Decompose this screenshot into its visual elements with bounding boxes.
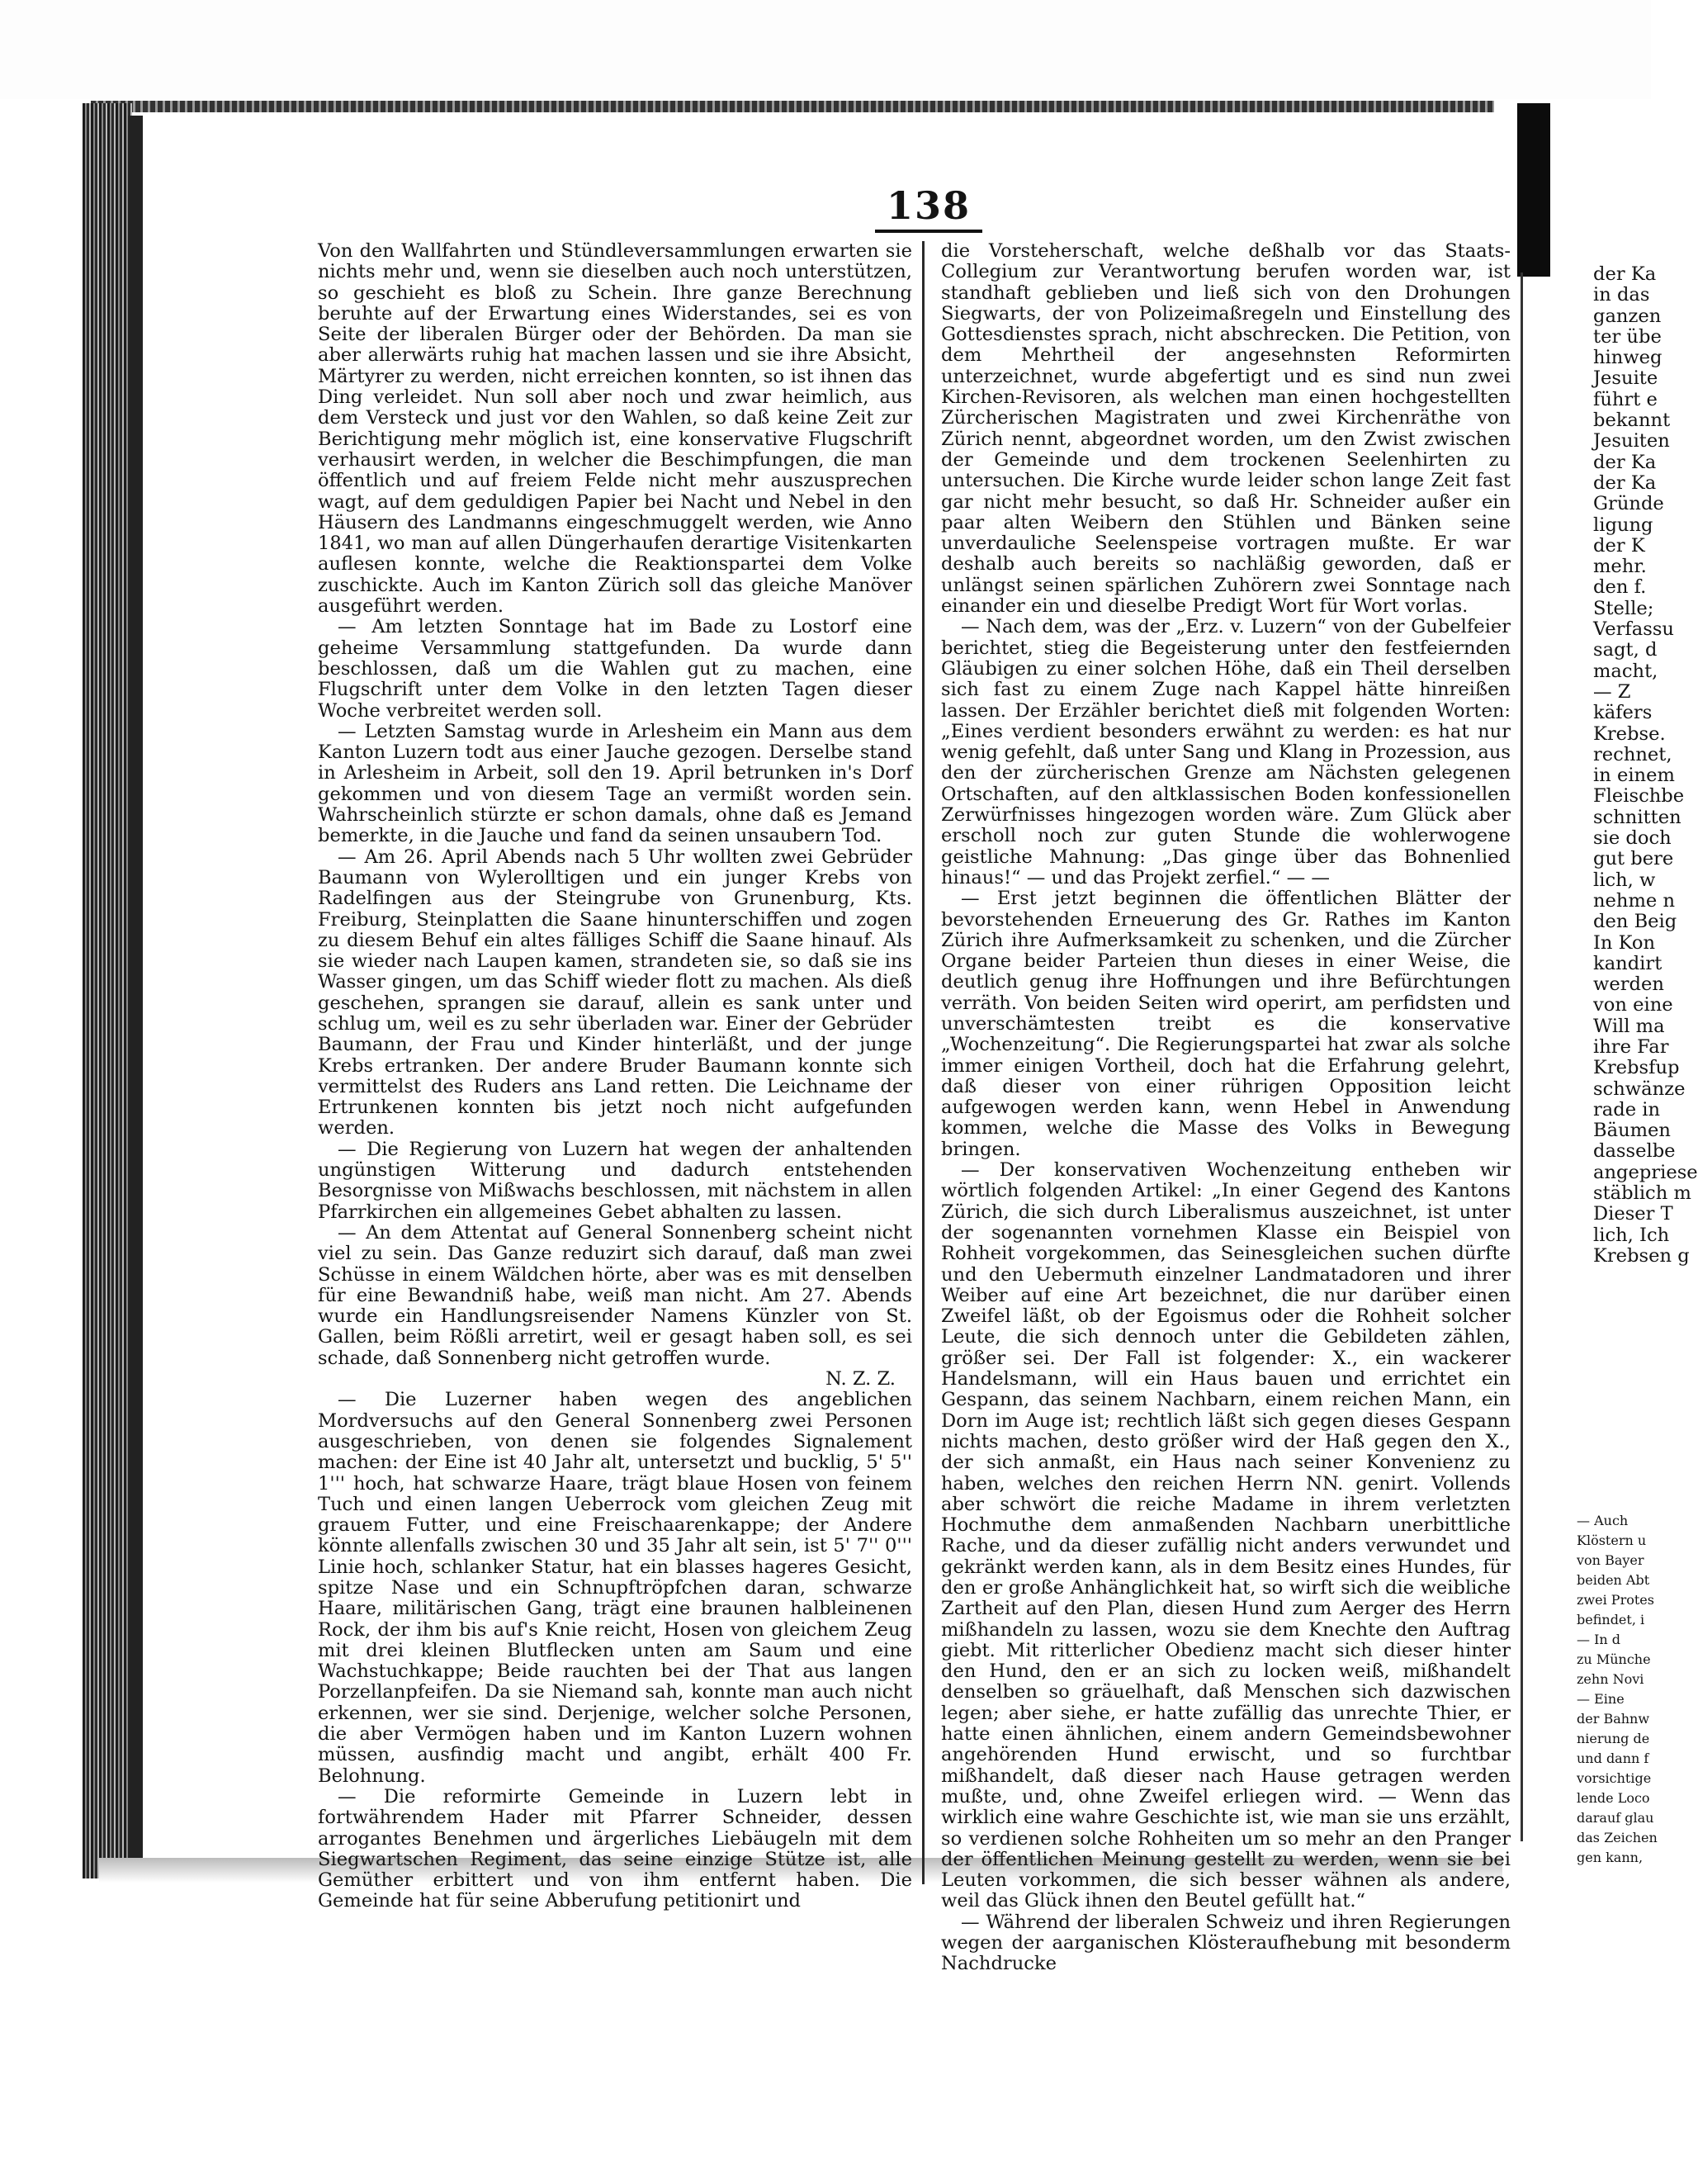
- fragment-line: beiden Abt: [1577, 1572, 1650, 1588]
- fragment-line: Jesuiten: [1593, 430, 1670, 452]
- fragment-line: Krebse.: [1593, 722, 1666, 745]
- fragment-line: lende Loco: [1577, 1790, 1650, 1806]
- fragment-line: der Ka: [1593, 263, 1657, 285]
- fragment-line: zwei Protes: [1577, 1592, 1654, 1608]
- page-number: 138: [875, 183, 982, 233]
- fragment-line: Krebsfup: [1593, 1057, 1680, 1079]
- article-paragraph: Von den Wallfahrten und Stündleversammlungen erwarten sie nichts mehr und, wenn sie dieselben auch noch unterstützen, so geschieht es bloß zu Schein. Ihre ganze Berechnung beruhte auf der Erwartung eines Widerstandes, sei es von Seite der liberalen Bürger oder der Behörden. Da man sie aber allerwärts ruhig hat machen lassen und sie ihre Absicht, Märtyrer zu werden, nicht erreichen konnten, so ist ihnen das Ding verleidet. Nun soll aber noch und zwar heimlich, aus dem Versteck und just vor den Wahlen, so daß keine Zeit zur Berichtigung mehr möglich ist, eine konservative Flugschrift verhausirt werden, in welcher die Beschimpfungen, die man öffentlich und auf freiem Felde nicht mehr auszusprechen wagt, auf dem geduldigen Papier bei Nacht und Nebel in den Häusern des Landmanns eingeschmuggelt werden, wie Anno 1841, wo man auf allen Düngerhaufen derartige Visitenkarten auflesen konnte, welche die Reaktionspartei dem Volke zuschickte. Auch im Kanton Zürich soll das gleiche Manöver ausgeführt werden.: [318, 240, 912, 618]
- article-paragraph: — Die Regierung von Luzern hat wegen der anhaltenden ungünstigen Witterung und dadurch entstehenden Besorgnisse von Mißwachs beschlossen, mit nächstem in allen Pfarrkirchen ein allgemeines Gebet abhalten zu lassen.: [318, 1138, 912, 1223]
- article-paragraph: — Während der liberalen Schweiz und ihren Regierungen wegen der aarganischen Klösteraufhebung mit besonderm Nachdrucke: [941, 1911, 1511, 1975]
- article-paragraph: — Die reformirte Gemeinde in Luzern lebt in fortwährendem Hader mit Pfarrer Schneider, dessen arrogantes Benehmen und ärgerliches Liebäugeln mit dem Siegwartschen Regiment, das seine einzige Stütze ist, alle Gemüther erbittert und von ihm entfernt haben. Die Gemeinde hat für seine Abberufung petitionirt und: [318, 1785, 912, 1912]
- fragment-line: rechnet,: [1593, 743, 1672, 765]
- fragment-line: bekannt: [1593, 410, 1671, 432]
- fragment-line: den Beig: [1593, 911, 1677, 933]
- fragment-line: angepriese: [1593, 1161, 1698, 1183]
- fragment-line: — Auch: [1577, 1513, 1629, 1528]
- fragment-line: zehn Novi: [1577, 1671, 1644, 1687]
- facing-page-small-print-fragment: [1577, 1511, 1658, 1868]
- fragment-line: mehr.: [1593, 556, 1647, 578]
- fragment-line: hinweg: [1593, 347, 1663, 369]
- fragment-line: Verfassu: [1593, 618, 1674, 641]
- fragment-line: dasselbe: [1593, 1140, 1676, 1163]
- article-paragraph: — Erst jetzt beginnen die öffentlichen Blätter der bevorstehenden Erneuerung des Gr. Rathes im Kanton Zürich ihre Aufmerksamkeit zu schenken, und die Zürcher Organe beider Parteien thun dieses in einer Weise, die deutlich genug ihre Hoffnungen und ihre Befürchtungen verräth. Von beiden Seiten wird operirt, am perfidsten und unverschämtesten treibt es die konservative „Wochenzeitung“. Die Regierungspartei hat zwar als solche immer einigen Vortheil, doch hat die Erfahrung gelehrt, daß dieser von einer rührigen Opposition leicht aufgewogen werden kann, wenn Hebel in Anwendung kommen, welche die Masse des Volks in Bewegung bringen.: [941, 888, 1511, 1160]
- fragment-line: stäblich m: [1593, 1182, 1691, 1205]
- fragment-line: kandirt: [1593, 952, 1663, 974]
- gutter-line: [1521, 272, 1523, 1841]
- article-paragraph: die Vorsteherschaft, welche deßhalb vor das Staats-Collegium zur Verantwortung berufen worden war, ist standhaft geblieben und ließ sich von den Drohungen Siegwarts, der von Polizeimaßregeln und Einstellung des Gottesdienstes sprach, nicht abschrecken. Die Petition, von dem Mehrtheil der angesehnsten Reformirten unterzeichnet, wurde abgefertigt und es sind nun zwei Kirchen-Revisoren, als welchen man einen hochgestellten Zürcherischen Magistraten und zwei Kirchenräthe von Zürich nennt, abgeordnet worden, um den Zwist zwischen der Gemeinde und dem trockenen Seelenhirten zu untersuchen. Die Kirche wurde leider schon lange Zeit fast gar nicht mehr besucht, so daß Hr. Schneider außer ein paar alten Weibern den Stühlen und Bänken seine unverdauliche Seelenspeise vortragen mußte. Er war deshalb auch bereits so nachläßig geworden, daß er unlängst seinen spärlichen Zuhörern zwei Sonntage nach einander ein und dieselbe Predigt Wort für Wort vorlas.: [941, 240, 1511, 618]
- fragment-line: und dann f: [1577, 1751, 1649, 1766]
- fragment-line: Will ma: [1593, 1015, 1665, 1037]
- fragment-line: schwänze: [1593, 1078, 1686, 1100]
- fragment-line: — Eine: [1577, 1691, 1625, 1707]
- fragment-line: führt e: [1593, 388, 1658, 410]
- fragment-line: Jesuite: [1593, 367, 1658, 390]
- fragment-line: nierung de: [1577, 1731, 1650, 1746]
- fragment-line: ligung: [1593, 514, 1653, 536]
- fragment-line: schnitten: [1593, 806, 1681, 828]
- middle-column: [941, 241, 1511, 1975]
- fragment-line: der Ka: [1593, 451, 1657, 473]
- fragment-line: zu Münche: [1577, 1651, 1651, 1667]
- fragment-line: gen kann,: [1577, 1850, 1644, 1865]
- signature-line: N. Z. Z.: [825, 1368, 896, 1390]
- fragment-line: — Z: [1593, 680, 1631, 703]
- scan-margin-top: [0, 0, 1651, 99]
- fragment-line: ganzen: [1593, 305, 1662, 327]
- fragment-line: befindet, i: [1577, 1612, 1645, 1627]
- article-paragraph: — Die Luzerner haben wegen des angeblichen Mordversuchs auf den General Sonnenberg zwei Personen ausgeschrieben, von denen sie folgendes Signalement machen: der Eine ist 40 Jahr alt, untersetzt und bucklig, 5' 5'' 1''' hoch, hat schwarze Haare, trägt blaue Hosen von feinem Tuch und einen langen Ueberrock vom gleichen Zeug mit grauem Futter, und eine Freischaarenkappe; der Andere könnte allenfalls zwischen 30 und 35 Jahr alt sein, ist 5' 7'' 0''' Linie hoch, schlanker Statur, hat ein blasses hageres Gesicht, spitze Nase und ein Schnupftröpfchen daran, schwarze Haare, militärischen Gang, trägt eine braunen halbleinenen Rock, der ihm bis auf's Knie reicht, Hosen von gleichem Zeug mit drei kleinen Blutflecken unten am Saum und eine Wachstuchkappe; Beide rauchten bei der That aus langen Porzellanpfeifen. Da sie Niemand sah, konnte man auch nicht erkennen, wer sie sind. Derjenige, welcher solche Personen, die aber Vermögen haben und im Kanton Luzern wohnen müssen, ausfindig macht und angibt, erhält 400 Fr. Belohnung.: [318, 1389, 912, 1787]
- fragment-line: In Kon: [1593, 931, 1656, 954]
- fragment-line: — In d: [1577, 1632, 1621, 1647]
- fragment-line: in das: [1593, 284, 1650, 306]
- fragment-line: vorsichtige: [1577, 1770, 1652, 1786]
- fragment-line: gut bere: [1593, 848, 1674, 870]
- left-column: [318, 241, 912, 1912]
- fragment-line: macht,: [1593, 660, 1658, 682]
- page-top-edge: [91, 101, 1494, 112]
- fragment-line: käfers: [1593, 702, 1653, 724]
- column-rule: [922, 241, 925, 1884]
- fragment-line: Gründe: [1593, 493, 1664, 515]
- fragment-line: Krebsen g: [1593, 1244, 1690, 1267]
- article-paragraph: — Letzten Samstag wurde in Arlesheim ein Mann aus dem Kanton Luzern todt aus einer Jauche gezogen. Derselbe stand in Arlesheim in Arbeit, soll den 19. April betrunken in's Dorf gekommen und von diesem Tage an vermißt worden sein. Wahrscheinlich stürzte er schon damals, ohne daß es Jemand bemerkte, in die Jauche und fand da seinen unsaubern Tod.: [318, 720, 912, 847]
- fragment-line: Stelle;: [1593, 597, 1654, 619]
- fragment-line: Klöstern u: [1577, 1533, 1647, 1548]
- fragment-line: ihre Far: [1593, 1035, 1669, 1058]
- fragment-line: lich, w: [1593, 869, 1656, 891]
- facing-page-column-fragment: [1593, 263, 1698, 1267]
- fragment-line: sagt, d: [1593, 639, 1658, 661]
- article-paragraph: — Am 26. April Abends nach 5 Uhr wollten zwei Gebrüder Baumann von Wylerolltigen und ein junger Krebs von Radelfingen aus der Steingrube von Grunenburg, Kts. Freiburg, Steinplatten die Saane hinunterschiffen und zogen zu diesem Behuf ein altes fälliges Schiff die Saane hinauf. Als sie wieder nach Laupen kamen, strandeten sie, so daß sie ins Wasser gingen, um das Schiff wieder flott zu machen. Als dieß geschehen, sprangen sie darauf, allein es sank unter und schlug um, weil es zu sehr überladen war. Einer der Gebrüder Baumann, der Frau und Kinder hinterläßt, und der junge Krebs ertranken. Der andere Bruder Baumann konnte sich vermittelst des Ruders ans Land retten. Die Leichname der Ertrunkenen konnten bis jetzt noch nicht aufgefunden werden.: [318, 846, 912, 1139]
- book-page-edges: [83, 103, 132, 1878]
- facing-page-edge: [1517, 103, 1550, 277]
- article-paragraph: — Nach dem, was der „Erz. v. Luzern“ von der Gubelfeier berichtet, stieg die Begeisterung unter den festfeiernden Gläubigen zu einer solchen Höhe, daß ein Theil derselben sich fast zu einem Zuge nach Kappel hätte hinreißen lassen. Der Erzähler berichtet dieß mit folgenden Worten: „Eines verdient besonders erwähnt zu werden: es hat nur wenig gefehlt, daß unter Sang und Klang in Prozession, aus den der zürcherischen Grenze am Nächsten gelegenen Ortschaften, auf den altklassischen Boden konfessionellen Zerwürfnisses hingezogen worden wäre. Zum Glück aber erscholl noch zur guten Stunde die wohlerwogene geistliche Mahnung: „Das ginge über das Bohnenlied hinaus!“ — und das Projekt zerfiel.“ — —: [941, 616, 1511, 888]
- fragment-line: rade in: [1593, 1098, 1661, 1120]
- fragment-line: werden: [1593, 974, 1664, 996]
- article-paragraph: — Am letzten Sonntage hat im Bade zu Lostorf eine geheime Versammlung stattgefunden. Da wurde dann beschlossen, daß um die Wahlen gut zu machen, eine Flugschrift unter dem Volke in den letzten Tagen dieser Woche verbreitet werden soll.: [318, 616, 912, 722]
- fragment-line: Fleischbe: [1593, 785, 1685, 808]
- fragment-line: in einem: [1593, 765, 1675, 787]
- fragment-line: der K: [1593, 534, 1645, 557]
- fragment-line: ter übe: [1593, 325, 1662, 348]
- fragment-line: von Bayer: [1577, 1552, 1644, 1568]
- fragment-line: sie doch: [1593, 827, 1672, 850]
- fragment-line: von eine: [1593, 994, 1673, 1016]
- fragment-line: den f.: [1593, 576, 1647, 599]
- fragment-line: nehme n: [1593, 889, 1676, 912]
- fragment-line: der Ka: [1593, 471, 1657, 494]
- fragment-line: lich, Ich: [1593, 1224, 1670, 1246]
- fragment-line: Bäumen: [1593, 1120, 1671, 1142]
- fragment-line: der Bahnw: [1577, 1711, 1650, 1727]
- article-paragraph: — Der konservativen Wochenzeitung entheben wir wörtlich folgenden Artikel: „In einer Gegend des Kantons Zürich, die sich durch Liberalismus auszeichnet, ist unter der sogenannten vornehmen Klasse ein Beispiel von Rohheit vorgekommen, das Seinesgleichen suchen dürfte und den Uebermuth einzelner Landmatadoren und ihrer Weiber auf eine Art bezeichnet, die nur darüber einen Zweifel läßt, ob der Egoismus oder die Rohheit solcher Leute, die sich dennoch unter die Gebildeten zählen, größer sei. Der Fall ist folgender: X., ein wackerer Handelsmann, will ein Haus bauen und errichtet ein Gespann, das seinem Nachbarn, einem reichen Mann, ein Dorn im Auge ist; rechtlich läßt sich gegen dieses Gespann nichts machen, desto größer wird der Haß gegen den X., der sich anmaßt, ein Haus nach seiner Konvenienz zu haben, welches den reichen Herrn NN. genirt. Vollends aber schwört die reiche Madame in ihrem verletzten Hochmuthe dem anmaßenden Nachbarn unerbittliche Rache, und da dieser zufällig nicht anders verwundet und gekränkt werden kann, als in dem Besitz eines Hundes, für den er große Anhänglichkeit hat, so wirft sich die weibliche Zartheit auf den Plan, diesen Hund zum Aerger des Herrn mißhandeln zu lassen, wozu sie dem Knechte den Auftrag giebt. Mit ritterlicher Obedienz macht sich dieser hinter den Hund, den er an sich zu locken weiß, mißhandelt denselben so gräuelhaft, daß Menschen sich dazwischen legen; aber siehe, er hatte zufällig das unrechte Thier, er hatte einen ähnlichen, einem andern Gemeindsbewohner angehörenden Hund erwischt, und so furchtbar mißhandelt, daß dieser nach Hause getragen werden mußte, und, ohne Zweifel erliegen wird. — Wenn das wirklich eine wahre Geschichte ist, wie man sie uns erzählt, so verdienen solche Rohheiten um so mehr an den Pranger der öffentlichen Meinung gestellt zu werden, wenn sie bei Leuten vorkommen, die sich besser wähnen als andere, weil das Glück ihnen den Beutel gefüllt hat.“: [941, 1159, 1511, 1912]
- book-binding-shadow: [128, 116, 143, 1866]
- fragment-line: darauf glau: [1577, 1810, 1654, 1826]
- article-paragraph: — An dem Attentat auf General Sonnenberg scheint nicht viel zu sein. Das Ganze reduzirt sich darauf, daß man zwei Schüsse in einem Wäldchen hörte, aber was es mit denselben für eine Bewandniß habe, weiß man nicht. Am 27. Abends wurde ein Handlungsreisender Namens Künzler von St. Gallen, beim Rößli arretirt, weil er gesagt haben soll, es sei schade, daß Sonnenberg nicht getroffen wurde.: [318, 1221, 912, 1369]
- fragment-line: das Zeichen: [1577, 1830, 1658, 1845]
- fragment-line: Dieser T: [1593, 1203, 1673, 1225]
